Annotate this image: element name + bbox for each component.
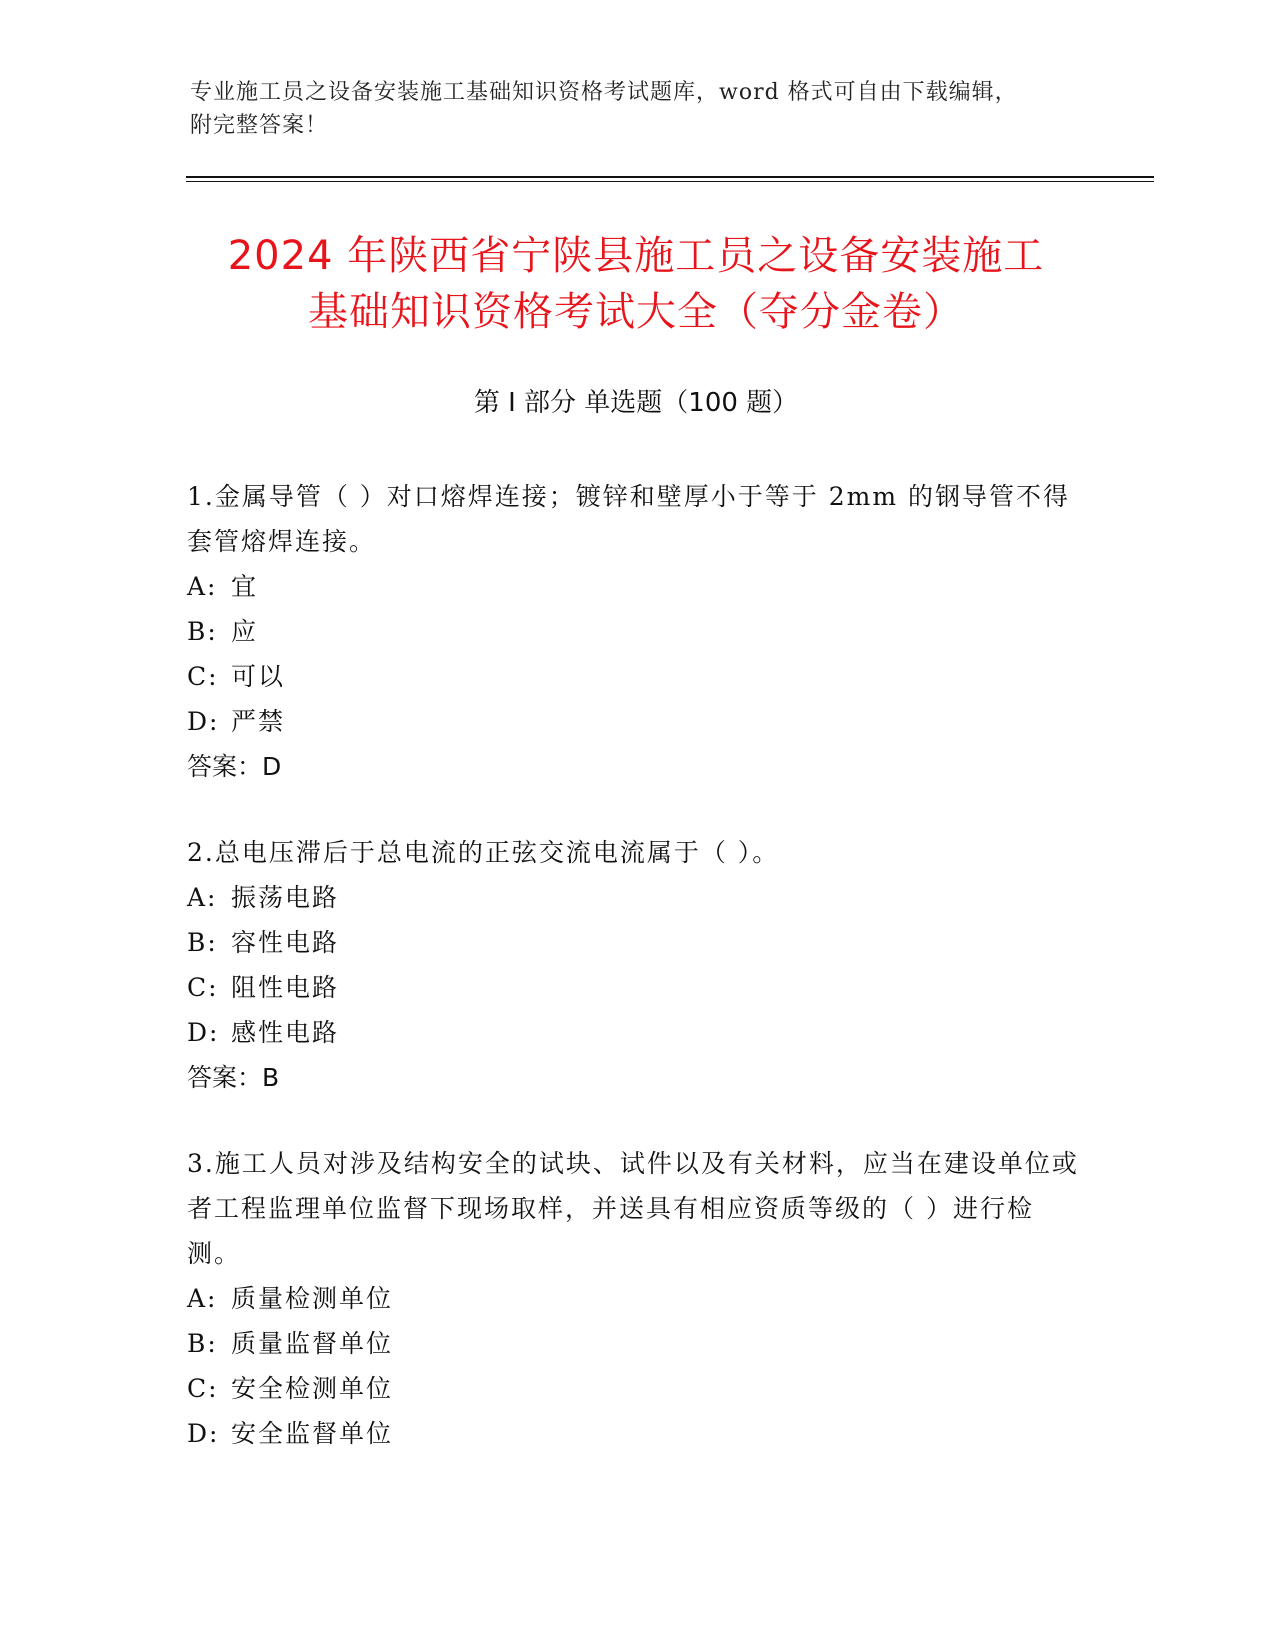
option-d <box>187 699 1087 744</box>
option-text: 质量监督单位 <box>231 1329 394 1358</box>
question-stem: 2.总电压滞后于总电流的正弦交流电流属于（ ）。 <box>187 838 780 867</box>
option-key: A: <box>187 572 218 601</box>
option-key: C: <box>187 1374 219 1403</box>
option-key: A: <box>187 1284 218 1313</box>
header-note-line-2: 附完整答案！ <box>190 113 329 138</box>
header-note <box>190 76 1070 142</box>
option-text: 宜 <box>231 572 259 601</box>
header-note-line-1: 专业施工员之设备安装施工基础知识资格考试题库，word 格式可自由下载编辑， <box>190 80 1018 105</box>
answer: 答案：B <box>187 1063 280 1092</box>
option-key: B: <box>187 928 218 957</box>
question-stem: 3.施工人员对涉及结构安全的试块、试件以及有关材料，应当在建设单位或者工程监理单位监督下现场取样，并送具有相应资质等级的（ ）进行检测。 <box>187 1149 1079 1268</box>
option-text: 容性电路 <box>231 928 340 957</box>
header-divider-thick <box>186 176 1154 178</box>
option-text: 质量检测单位 <box>231 1284 394 1313</box>
option-c <box>187 965 1087 1010</box>
option-key: B: <box>187 1329 218 1358</box>
option-text: 严禁 <box>231 707 286 736</box>
option-d <box>187 1411 1087 1456</box>
option-text: 应 <box>231 617 259 646</box>
question-stem: 1.金属导管（ ）对口熔焊连接；镀锌和壁厚小于等于 2mm 的钢导管不得套管熔焊连接。 <box>187 482 1071 556</box>
document-title-line-2: 基础知识资格考试大全（夺分金卷） <box>308 289 964 335</box>
option-a <box>187 875 1087 920</box>
option-key: B: <box>187 617 218 646</box>
document-title <box>186 228 1086 340</box>
option-c <box>187 654 1087 699</box>
question-list <box>187 474 1087 1497</box>
option-b <box>187 1321 1087 1366</box>
option-text: 感性电路 <box>231 1018 340 1047</box>
document-title-line-1: 2024 年陕西省宁陕县施工员之设备安装施工 <box>227 233 1045 279</box>
option-a <box>187 564 1087 609</box>
header-divider-thin <box>186 181 1154 182</box>
option-key: D: <box>187 1018 220 1047</box>
option-key: A: <box>187 883 218 912</box>
section-heading: 第 I 部分 单选题（100 题） <box>473 388 799 418</box>
option-c <box>187 1366 1087 1411</box>
option-key: C: <box>187 662 219 691</box>
option-b <box>187 609 1087 654</box>
option-d <box>187 1010 1087 1055</box>
question-3 <box>187 1141 1087 1456</box>
option-a <box>187 1276 1087 1321</box>
option-text: 安全监督单位 <box>231 1419 394 1448</box>
option-b <box>187 920 1087 965</box>
option-text: 振荡电路 <box>231 883 340 912</box>
option-key: D: <box>187 707 220 736</box>
option-key: C: <box>187 973 219 1002</box>
option-key: D: <box>187 1419 220 1448</box>
question-2 <box>187 830 1087 1100</box>
option-text: 安全检测单位 <box>231 1374 394 1403</box>
option-text: 阻性电路 <box>231 973 340 1002</box>
option-text: 可以 <box>231 662 286 691</box>
question-1 <box>187 474 1087 789</box>
answer: 答案：D <box>187 752 282 781</box>
